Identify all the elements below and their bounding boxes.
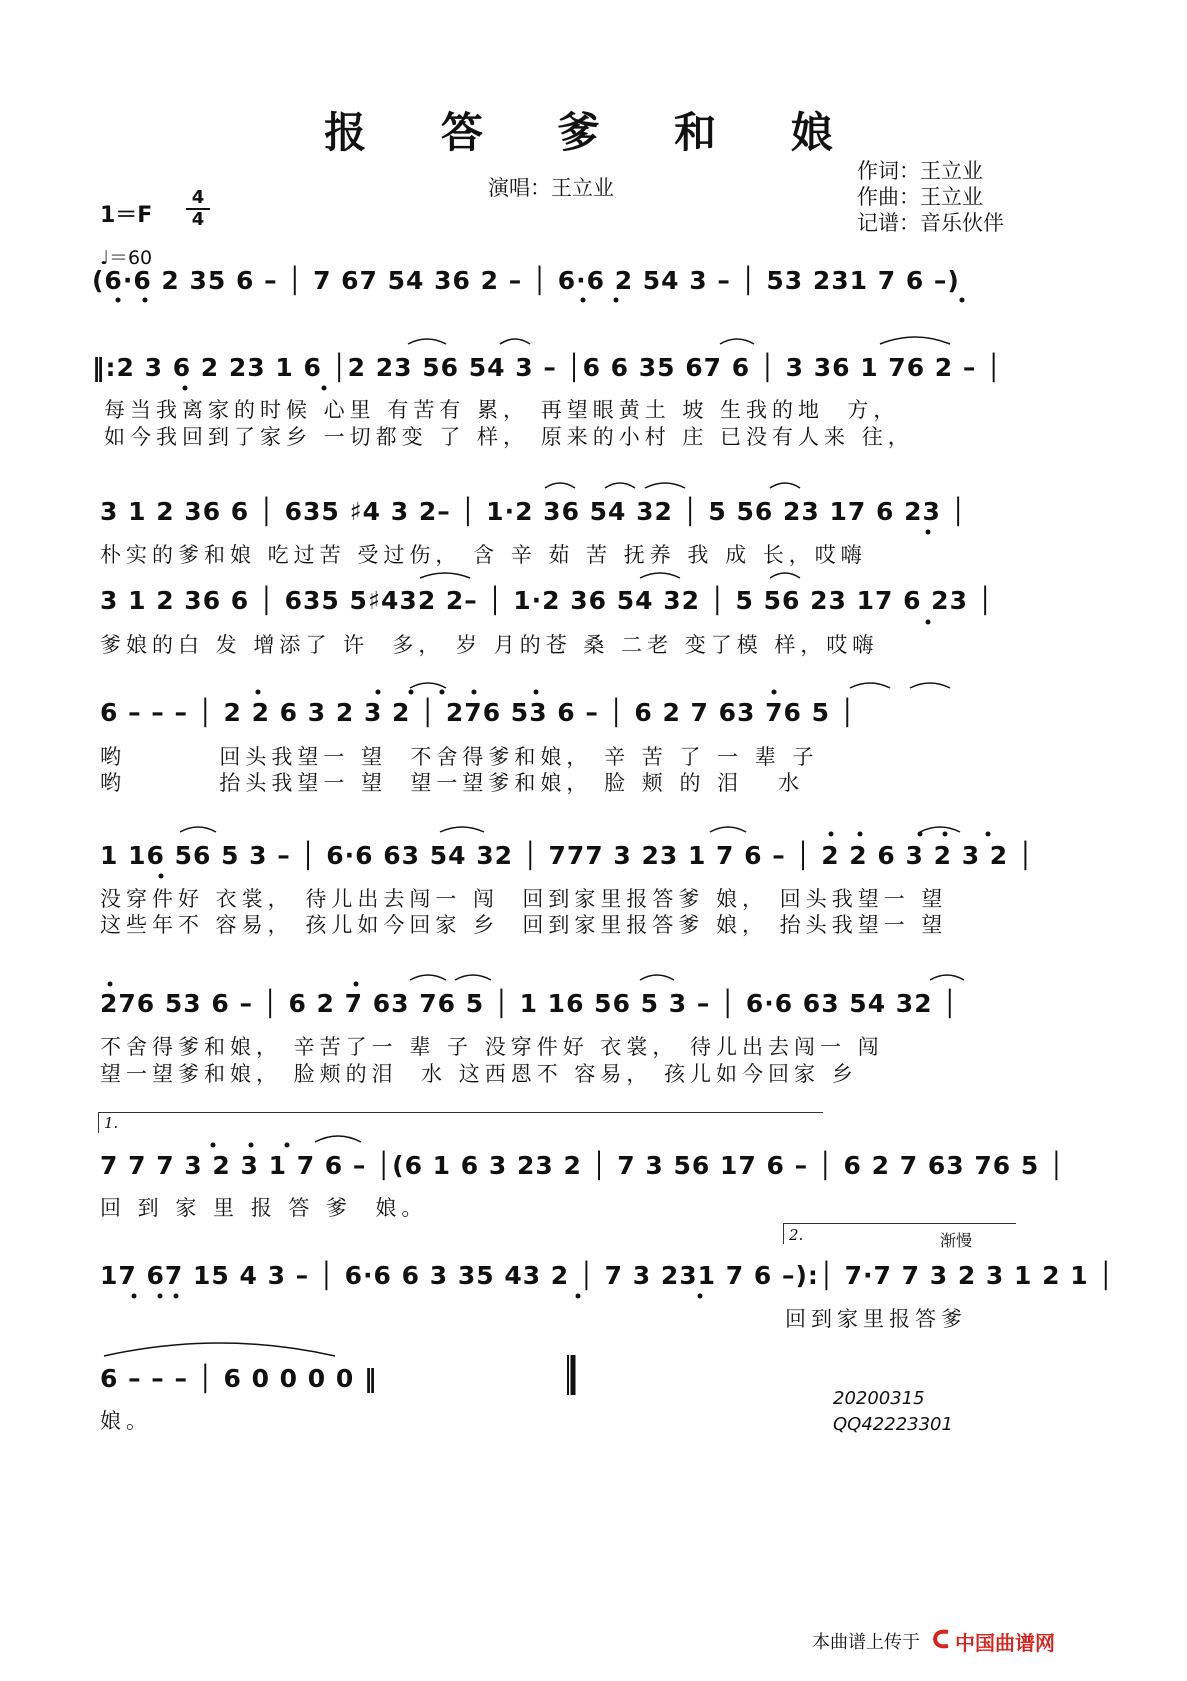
score-row-8: 7 7 7 3 2 3 1 7 6 – │(6 1 6 3 23 2 │ 7 3 56 17 6 – │ 6 2 7 63 76 5 │ — [100, 1151, 1065, 1180]
low-octave-dot — [158, 1294, 163, 1299]
low-octave-dot — [322, 386, 327, 391]
slur-mark — [545, 483, 575, 488]
low-octave-dot — [581, 298, 586, 303]
low-octave-dot — [116, 298, 121, 303]
site-brand-text: 中国曲谱网 — [955, 1631, 1055, 1655]
quarter-note-icon: ♩ — [100, 247, 109, 269]
lyric-row-8: 回 到 家 里 报 答 爹 娘。 — [100, 1196, 428, 1220]
high-octave-dot — [943, 832, 948, 837]
qq-signature: QQ42223301 — [833, 1414, 953, 1435]
low-octave-dot — [698, 1294, 703, 1299]
low-octave-dot — [174, 1294, 179, 1299]
high-octave-dot — [285, 1143, 290, 1148]
low-octave-dot — [614, 298, 619, 303]
slur-mark — [500, 339, 530, 344]
slur-mark — [850, 683, 890, 688]
slur-mark — [104, 1343, 335, 1356]
high-octave-dot — [829, 832, 834, 837]
lyricist-credit: 作词：王立业 — [857, 159, 983, 183]
page-title: 报 答 爹 和 娘 — [324, 108, 863, 157]
volta-1-label: 1. — [104, 1114, 119, 1132]
high-octave-dot — [376, 690, 381, 695]
lyric-row-2a: 每当我离家的时候 心里 有苦有 累， 再望眼黄土 坡 生我的地 方， — [104, 398, 900, 422]
performer: 演唱：王立业 — [488, 176, 614, 200]
high-octave-dot — [409, 690, 414, 695]
score-row-10: 6 – – – │ 6 0 0 0 0 ‖ — [100, 1364, 378, 1393]
low-octave-dot — [183, 386, 188, 391]
score-row-6: 1 16 56 5 3 – │ 6·6 63 54 32 │ 777 3 23 1 7 6 – │ 2 2 6 3 2 3 2 │ — [100, 841, 1034, 870]
score-row-5: 6 – – – │ 2 2 6 3 2 3 2 │ 276 53 6 – │ 6 2 7 63 76 5 │ — [100, 698, 856, 727]
low-octave-dot — [960, 298, 965, 303]
high-octave-dot — [211, 1143, 216, 1148]
low-octave-dot — [159, 874, 164, 879]
slur-mark — [910, 683, 950, 688]
transcriber-credit: 记谱：音乐伙伴 — [857, 211, 1004, 235]
time-signature-bottom: 4 — [191, 209, 205, 230]
high-octave-dot — [354, 982, 359, 987]
high-octave-dot — [249, 1143, 254, 1148]
key-signature: 1＝F — [100, 203, 153, 228]
low-octave-dot — [576, 1294, 581, 1299]
site-logo-icon — [932, 1628, 952, 1650]
slur-mark — [315, 1136, 361, 1142]
lyric-row-2b: 如今我回到了家乡 一切都变 了 样， 原来的小村 庄 已没有人来 往， — [104, 425, 914, 449]
slur-mark — [440, 827, 484, 832]
site-brand[interactable] — [955, 1627, 1055, 1656]
ritardando-mark: 渐慢 — [940, 1231, 973, 1250]
lyric-row-4: 爹娘的白 发 增添了 许 多， 岁 月的苍 桑 二老 变了模 样，哎嗨 — [100, 633, 879, 657]
lyric-row-9: 回到家里报答爹 — [785, 1307, 967, 1331]
slur-mark — [770, 573, 800, 578]
lyric-row-3: 朴实的爹和娘 吃过苦 受过伤， 含 辛 茹 苦 抚养 我 成 长，哎嗨 — [100, 543, 867, 567]
slur-mark — [180, 827, 216, 832]
slur-mark — [408, 339, 446, 344]
slur-mark — [640, 975, 674, 980]
score-row-4: 3 1 2 36 6 │ 635 5♯432 2– │ 1·2 36 54 32 │ 5 56 23 17 6 23 │ — [100, 586, 994, 615]
lyric-row-5a: 哟 回头我望一 望 不舍得爹和娘， 辛 苦 了 一 辈 子 — [100, 745, 819, 769]
slur-mark — [640, 573, 680, 578]
high-octave-dot — [986, 832, 991, 837]
score-row-7: 276 53 6 – │ 6 2 7 63 76 5 │ 1 16 56 5 3 – │ 6·6 63 54 32 │ — [100, 989, 959, 1018]
lyric-row-7a: 不舍得爹和娘， 辛苦了一 辈 子 没穿件好 衣裳， 待儿出去闯一 闯 — [100, 1035, 884, 1059]
high-octave-dot — [440, 690, 445, 695]
slur-mark — [710, 827, 746, 832]
volta-2-label: 2. — [789, 1226, 804, 1244]
composer-credit: 作曲：王立业 — [857, 185, 983, 209]
low-octave-dot — [143, 298, 148, 303]
high-octave-dot — [918, 832, 923, 837]
date-signature: 20200315 — [833, 1388, 925, 1409]
high-octave-dot — [472, 690, 477, 695]
low-octave-dot — [926, 530, 931, 535]
tempo-value: ＝60 — [108, 247, 153, 269]
lyric-row-6b: 这些年不 容易， 孩儿如今回家 乡 回到家里报答爹 娘， 抬头我望一 望 — [100, 913, 948, 937]
slur-mark — [455, 975, 491, 980]
footer-upload-text: 本曲谱上传于 — [812, 1632, 920, 1653]
lyric-row-5b: 哟 抬头我望一 望 望一望爹和娘， 脸 颊 的 泪 水 — [100, 771, 805, 795]
slur-mark — [930, 975, 964, 980]
high-octave-dot — [108, 982, 113, 987]
time-signature-top: 4 — [186, 188, 210, 210]
low-octave-dot — [132, 1294, 137, 1299]
slur-mark — [420, 573, 470, 578]
high-octave-dot — [772, 690, 777, 695]
score-row-3: 3 1 2 36 6 │ 635 ♯4 3 2– │ 1·2 36 54 32 │ 5 56 23 17 6 23 │ — [100, 497, 967, 526]
slur-mark — [920, 827, 960, 832]
score-row-2: ‖:2 3 6 2 23 1 6 │2 23 56 54 3 – │6 6 35 67 6 │ 3 36 1 76 2 – │ — [92, 353, 1003, 382]
high-octave-dot — [858, 832, 863, 837]
slur-mark — [720, 339, 754, 344]
lyric-row-6a: 没穿件好 衣裳， 待儿出去闯一 闯 回到家里报答爹 娘， 回头我望一 望 — [100, 887, 948, 911]
score-row-9: 17 67 15 4 3 – │ 6·6 6 3 35 43 2 │ 7 3 231 7 6 –):│ 7·7 7 3 2 3 1 2 1 │ — [100, 1261, 1115, 1290]
slur-mark — [410, 683, 446, 688]
high-octave-dot — [534, 690, 539, 695]
slur-mark — [605, 483, 635, 488]
slur-mark — [410, 975, 446, 980]
lyric-row-10: 娘。 — [100, 1409, 152, 1433]
high-octave-dot — [256, 690, 261, 695]
slur-mark — [880, 337, 950, 344]
score-row-intro: (6·6 2 35 6 – │ 7 67 54 36 2 – │ 6·6 2 54 3 – │ 53 231 7 6 –) — [92, 266, 960, 295]
lyric-row-7b: 望一望爹和娘， 脸颊的泪 水 这西恩不 容易， 孩儿如今回家 乡 — [100, 1062, 858, 1086]
slur-mark — [645, 483, 685, 488]
slur-mark — [770, 483, 800, 488]
low-octave-dot — [926, 620, 931, 625]
